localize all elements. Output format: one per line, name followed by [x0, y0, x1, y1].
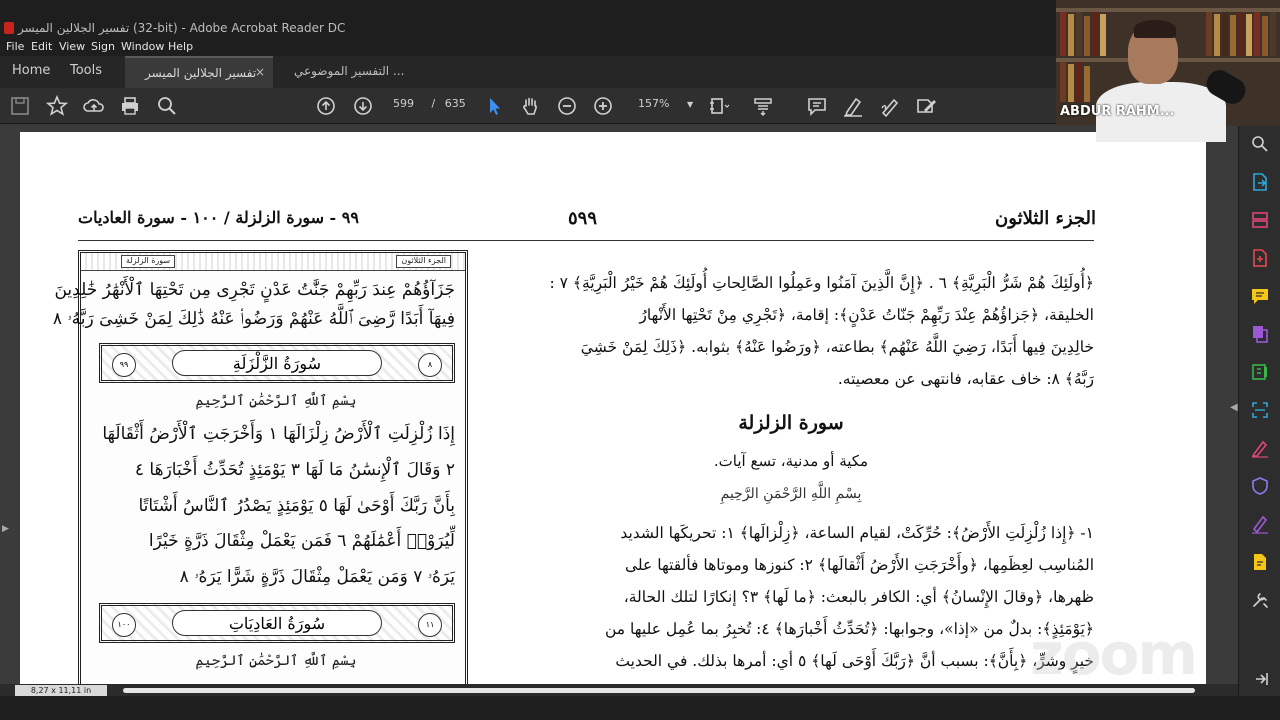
comment-tool-icon[interactable]	[1250, 286, 1270, 306]
book	[1206, 12, 1212, 56]
participant-name: ABDUR RAHM...	[1060, 104, 1175, 119]
quran-line: إِذَا زُلْزِلَتِ ٱلْأَرْضُ زِلْزَالَهَا ١ وَأَخْرَجَتِ ٱلْأَرْضُ أَثْقَالَهَا	[102, 424, 455, 444]
left-panel-toggle-icon[interactable]: ▶	[2, 524, 9, 534]
surah-number-medal: ٩٩	[112, 353, 136, 377]
book	[1060, 12, 1066, 56]
tafsir-line: رَبَّهُ﴾ ٨: خاف عقابه، فانتهى عن معصيته.	[837, 370, 1094, 388]
header-divider	[78, 240, 1094, 241]
comment-icon[interactable]	[805, 94, 829, 118]
previous-page-icon[interactable]	[314, 94, 338, 118]
tafsir-surah-meta: مكية أو مدنية، تسع آيات.	[713, 452, 869, 470]
book	[1270, 12, 1276, 56]
book	[1100, 14, 1106, 56]
tafsir-line: خالِدِينَ فِيها أَبَدًا، رَضِيَ اللَّهُ عَنْهُم﴾ بطاعته، ﴿ورَضُوا عَنْهُ﴾ بثوابه. ﴿ذَلِكَ لِمَنْ خَشِيَ	[580, 338, 1094, 356]
quran-basmala: بِسْمِ ٱللَّهِ ٱلرَّحْمَٰنِ ٱلرَّحِيمِ	[195, 653, 357, 669]
tab-document-label-inactive: التفسير الموضوعي ...	[294, 64, 405, 78]
book	[1092, 12, 1098, 56]
tafsir-line: خيرٍ وشرٍّ، ﴿بِأَنَّ﴾: بسبب أنَّ ﴿رَبَّكَ أَوْحَى لَها﴾ ٥ أي: أمرها بذلك. في الحديث	[615, 652, 1094, 670]
menu-sign[interactable]: Sign	[91, 40, 115, 53]
tafsir-line: المُناسِب لعِظَمِها، ﴿وأَخْرَجَتِ الأَرْضُ أَثْقالَها﴾ ٢: كنوزها وموتاها فألقتها على	[625, 556, 1094, 574]
tafsir-surah-title: سورة الزلزلة	[738, 412, 844, 434]
protect-icon[interactable]	[1250, 476, 1270, 496]
book	[1084, 16, 1090, 56]
book	[1214, 14, 1220, 56]
page-separator: /	[431, 97, 436, 110]
hand-tool-icon[interactable]	[518, 94, 542, 118]
book	[1060, 62, 1066, 102]
save-icon[interactable]	[8, 94, 32, 118]
send-for-signature-icon[interactable]	[1250, 514, 1270, 534]
fill-sign-tool-icon[interactable]	[1250, 438, 1270, 458]
cloud-upload-icon[interactable]	[82, 94, 106, 118]
page-header-number: ٥٩٩	[568, 208, 598, 229]
zoom-watermark: zoom	[1030, 620, 1196, 688]
highlight-pen-icon[interactable]	[841, 94, 865, 118]
tafsir-line: ﴿أُولَئِكَ هُمْ شَرُّ الْبَرِيَّةِ﴾ ٦ . ﴿إِنَّ الَّذِينَ آمَنُوا وعَمِلُوا الصَّالِحاتِ أُولَئِكَ هُمْ خَيْرُ الْبَرِيَّةِ﴾ ٧ :	[549, 274, 1094, 292]
tafsir-line: ﴿يَوْمَئِذٍ﴾: بدلٌ من «إذا»، وجوابها: ﴿تُحَدِّثُ أَخْبارَها﴾ ٤: تُخبِرُ بما عُمِل عليها من	[605, 620, 1094, 638]
tab-document-inactive[interactable]	[284, 56, 424, 88]
surah-number-medal: ١٠٠	[112, 613, 136, 637]
book	[1084, 66, 1090, 102]
quran-top-strip	[81, 253, 465, 271]
tab-home[interactable]: Home	[12, 63, 51, 78]
bottom-strip	[0, 696, 1280, 720]
star-icon[interactable]	[45, 94, 69, 118]
pdf-page	[20, 132, 1206, 696]
book	[1230, 15, 1236, 56]
search-icon[interactable]	[155, 94, 179, 118]
right-panel-collapse-icon[interactable]: ◀	[1230, 402, 1238, 413]
surah-verses-medal: ٨	[418, 353, 442, 377]
menu-edit[interactable]: Edit	[31, 40, 53, 53]
zoom-value: 157%	[638, 97, 670, 110]
page-size-readout: 8,27 x 11,11 in	[15, 685, 107, 697]
edit-pdf-icon[interactable]	[1250, 362, 1270, 382]
acrobat-icon	[4, 22, 14, 34]
menu-help[interactable]: Help	[168, 40, 194, 53]
tafsir-column	[488, 272, 1094, 692]
scan-icon[interactable]	[1250, 400, 1270, 420]
chevron-down-icon: ▼	[686, 100, 694, 109]
page-indicator	[388, 97, 466, 110]
surah-title-frame	[99, 343, 455, 383]
bookshelf	[1056, 8, 1280, 12]
select-cursor-icon[interactable]	[482, 94, 506, 118]
surah-title: سُورَةُ العَادِيَاتِ	[172, 610, 382, 636]
tafsir-line: الخليقة، ﴿جَزاؤُهُمْ عِنْدَ رَبِّهِمْ جَنّاتُ عَدْنٍ﴾: إقامة، ﴿تَجْرِي مِنْ تَحْتِها الأَنْهارُ	[639, 306, 1094, 324]
book	[1076, 62, 1082, 102]
tafsir-basmala: بِسْمِ اللَّهِ الرَّحْمَنِ الرَّحِيمِ	[720, 486, 862, 502]
tab-document-label: تفسير الجلالين الميسر	[145, 66, 257, 80]
page-number-input[interactable]: 599	[393, 97, 414, 110]
book	[1246, 14, 1252, 56]
book	[1068, 64, 1074, 102]
close-icon[interactable]: ×	[254, 65, 265, 79]
window-title: تفسير الجلالين الميسر (32-bit) - Adobe Acrobat Reader DC	[18, 21, 346, 35]
page-header-surahs: ٩٩ - سورة الزلزلة / ١٠٠ - سورة العاديات	[78, 208, 359, 227]
fit-page-icon[interactable]	[706, 94, 730, 118]
book	[1262, 16, 1268, 56]
fill-sign-icon[interactable]	[914, 94, 938, 118]
quran-line: يَرَهُۥ ٧ وَمَن يَعْمَلْ مِثْقَالَ ذَرَّةٍ شَرًّا يَرَهُۥ ٨	[179, 567, 455, 587]
zoom-dropdown[interactable]	[638, 97, 693, 110]
tab-document-active[interactable]	[125, 56, 273, 88]
surah-title: سُورَةُ الزَّلْزَلَةِ	[172, 350, 382, 376]
organize-pages-icon[interactable]	[1250, 210, 1270, 230]
tafsir-line: ١- ﴿إِذا زُلْزِلَتِ الأَرْضُ﴾: حُرِّكَتْ، لقيام الساعة، ﴿زِلْزالَها﴾ ١: تحريكَها الشديد	[620, 524, 1094, 542]
scroll-mode-icon[interactable]	[751, 94, 775, 118]
quran-line: ٢ وَقَالَ ٱلْإِنسَٰنُ مَا لَهَا ٣ يَوْمَئِذٍ تُحَدِّثُ أَخْبَارَهَا ٤	[134, 460, 455, 480]
surah-label-small: سورة الزلزلة	[121, 255, 175, 268]
create-pdf-icon[interactable]	[1250, 248, 1270, 268]
search-tool-icon[interactable]	[1250, 134, 1270, 154]
next-page-icon[interactable]	[351, 94, 375, 118]
book	[1076, 12, 1082, 56]
book	[1238, 12, 1244, 56]
tafsir-line: ظهرها، ﴿وقالَ الإِنْسانُ﴾ أي: الكافر بالبعث: ﴿ما لَها﴾ ٣؟ إنكارًا لتلك الحالة،	[623, 588, 1094, 606]
book	[1222, 12, 1228, 56]
juz-label: الجزء الثلاثون	[396, 255, 451, 268]
page-header-juz: الجزء الثلاثون	[995, 208, 1096, 229]
draw-icon[interactable]	[878, 94, 902, 118]
menu-window[interactable]: Window	[121, 40, 165, 53]
quran-basmala: بِسْمِ ٱللَّهِ ٱلرَّحْمَٰنِ ٱلرَّحِيمِ	[195, 393, 357, 409]
prepare-form-icon[interactable]	[1250, 552, 1270, 572]
speaker-cap	[1134, 20, 1176, 38]
quran-line: لِّيُرَوْا۟ أَعْمَٰلَهُمْ ٦ فَمَن يَعْمَلْ مِثْقَالَ ذَرَّةٍ خَيْرًا	[148, 531, 455, 551]
right-tools-pane	[1238, 124, 1280, 696]
book	[1254, 12, 1260, 56]
export-pdf-icon[interactable]	[1250, 172, 1270, 192]
document-viewport[interactable]	[0, 124, 1238, 696]
total-pages: 635	[444, 97, 466, 110]
zoom-in-icon[interactable]	[591, 94, 615, 118]
menu-file[interactable]: File	[6, 40, 25, 53]
quran-line: فِيهَآ أَبَدًا رَّضِىَ ٱللَّهُ عَنْهُمْ وَرَضُوا۟ عَنْهُ ذَٰلِكَ لِمَنْ خَشِىَ رَبَّهُۥ ٨	[52, 309, 455, 329]
combine-files-icon[interactable]	[1250, 324, 1270, 344]
print-icon[interactable]	[118, 94, 142, 118]
book	[1068, 14, 1074, 56]
horizontal-scrollbar[interactable]	[123, 688, 1195, 693]
expand-pane-icon[interactable]	[1250, 669, 1270, 689]
zoom-out-icon[interactable]	[555, 94, 579, 118]
more-tools-icon[interactable]	[1250, 590, 1270, 610]
surah-verses-medal: ١١	[418, 613, 442, 637]
tab-tools[interactable]: Tools	[70, 63, 103, 78]
quran-line: بِأَنَّ رَبَّكَ أَوْحَىٰ لَهَا ٥ يَوْمَئِذٍ يَصْدُرُ ٱلنَّاسُ أَشْتَاتًا	[138, 496, 455, 516]
surah-title-frame	[99, 603, 455, 643]
participant-video[interactable]	[1056, 0, 1280, 126]
quran-line: جَزَآؤُهُمْ عِندَ رَبِّهِمْ جَنَّٰتُ عَدْنٍ تَجْرِى مِن تَحْتِهَا ٱلْأَنْهَٰرُ خَٰلِدِينَ	[54, 280, 455, 300]
menu-view[interactable]: View	[59, 40, 86, 53]
